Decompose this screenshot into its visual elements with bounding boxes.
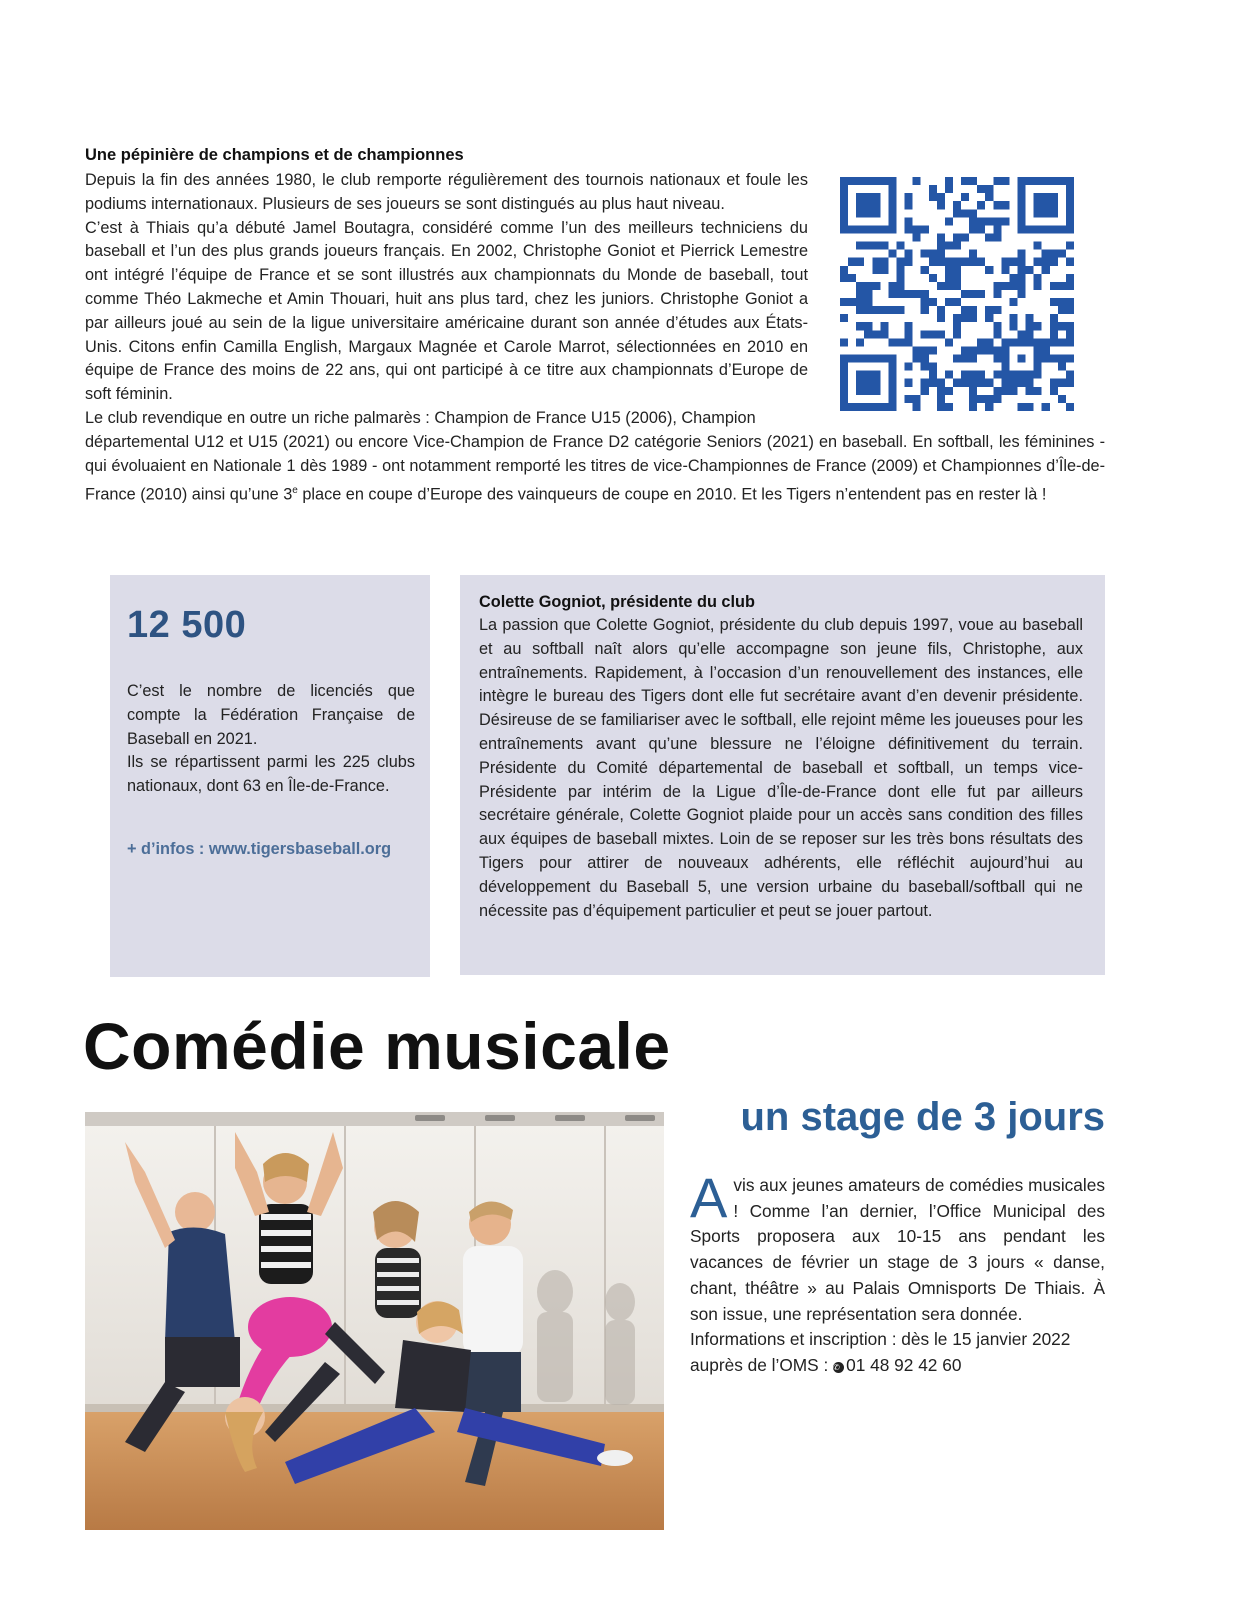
- phone-icon: ✆: [833, 1362, 844, 1373]
- intro-paragraph-2: C’est à Thiais qu’a débuté Jamel Boutagra, considéré comme l’un des meilleurs techniciens du baseball et l’un des plus grands joueurs français. En 2002, Christophe Goniot et Pierrick Lemestre ont intégré l’équipe de France et se sont illustrés aux championnats du Monde de baseball, tout comme Théo Lakmeche et Amin Thouari, huit ans plus tard, chez les juniors. Christophe Goniot a par ailleurs joué au sein de la ligue universitaire américaine durant son année d’études aux États-Unis. Citons enfin Camilla English, Margaux Magnée et Carole Marrot, sélectionnées en 2010 en équipe de France des moins de 22 ans, qui ont participé à ce titre aux championnats d’Europe de soft féminin.: [85, 218, 808, 404]
- stage-contact-line: [690, 1353, 1105, 1379]
- stage-phone-number[interactable]: 01 48 92 42 60: [846, 1354, 962, 1375]
- stat-description: [127, 680, 415, 799]
- intro-paragraph-3: [85, 431, 1105, 507]
- intro-paragraph-3-end: place en coupe d’Europe des vainqueurs de coupe en 2010. Et les Tigers n’entendent pas en rester là !: [297, 485, 1047, 504]
- president-heading: Colette Gogniot, présidente du club: [479, 593, 755, 611]
- dropcap-letter: A: [690, 1166, 728, 1229]
- stage-description: [690, 1166, 1105, 1379]
- page-subtitle: [740, 1097, 1105, 1137]
- page-title: Comédie musicale: [83, 1009, 671, 1083]
- stage-contact-prefix: auprès de l’OMS :: [690, 1354, 829, 1375]
- intro-column: [85, 169, 808, 431]
- page-subtitle-text: un stage de 3 jours: [740, 1095, 1105, 1139]
- stage-info-line: Informations et inscription : dès le 15 janvier 2022: [690, 1329, 1071, 1350]
- stat-number: 12 500: [127, 604, 247, 646]
- dance-group-photo: [85, 1112, 664, 1530]
- superscript: e: [292, 484, 298, 496]
- intro-paragraph-1: Depuis la fin des années 1980, le club remporte régulièrement des tournois nationaux et foule les podiums internationaux. Plusieurs de ses joueurs se sont distingués au plus haut niveau.: [85, 171, 808, 213]
- stat-paragraph-2: Ils se répartissent parmi les 225 clubs nationaux, dont 63 en Île-de-France.: [127, 753, 415, 796]
- stat-paragraph-1: C’est le nombre de licenciés que compte la Fédération Française de Baseball en 2021.: [127, 682, 415, 748]
- president-text: La passion que Colette Gogniot, présidente du club depuis 1997, voue au baseball et au softball naît alors qu’elle accompagne son jeune fils, Christophe, aux entraînements. Rapidement, à l’occasion d’un renouvellement des instances, elle intègre le bureau des Tigers dont elle fut secrétaire avant d’en devenir présidente. Désireuse de se familiariser avec le softball, elle rejoint même les joueuses pour les entraînements avant qu’une blessure ne l’éloigne définitivement du terrain. Présidente du Comité départemental de baseball et softball, un temps vice-Présidente par intérim de la Ligue d’Île-de-France dont elle fut par ailleurs secrétaire générale, Colette Gogniot plaide pour un accès sans condition des filles aux équipes de baseball mixtes. Loin de se reposer sur les très bons résultats des Tigers pour attirer de nouveaux adhérents, elle réfléchit aujourd’hui au développement du Baseball 5, une version urbaine du baseball/softball qui ne nécessite pas d’équipement particulier et peut se jouer partout.: [479, 616, 1083, 920]
- qr-code-icon[interactable]: [840, 177, 1074, 411]
- intro-paragraph-3-text: départemental U12 et U15 (2021) ou encore Vice-Champion de France D2 catégorie Seniors (2021) en baseball. En softball, les féminines - qui évoluaient en Nationale 1 dès 1989 - ont notamment remporté les titres de vice-Championnes de France (2009) et Championnes d’Île-de-France (2010) ainsi qu’une 3: [85, 433, 1105, 504]
- section-heading-champions: Une pépinière de champions et de championnes: [85, 146, 464, 164]
- intro-paragraph-3-first-line: Le club revendique en outre un riche palmarès : Champion de France U15 (2006), Champion: [85, 408, 756, 427]
- stage-paragraph: vis aux jeunes amateurs de comédies musicales ! Comme l’an dernier, l’Office Municipal des Sports proposera aux 10-15 ans pendant les vacances de février un stage de 3 jours « danse, chant, théâtre » au Palais Omnisports De Thiais. À son issue, une représentation sera donnée.: [690, 1175, 1105, 1324]
- tigers-website-link[interactable]: + d’infos : www.tigersbaseball.org: [127, 840, 392, 858]
